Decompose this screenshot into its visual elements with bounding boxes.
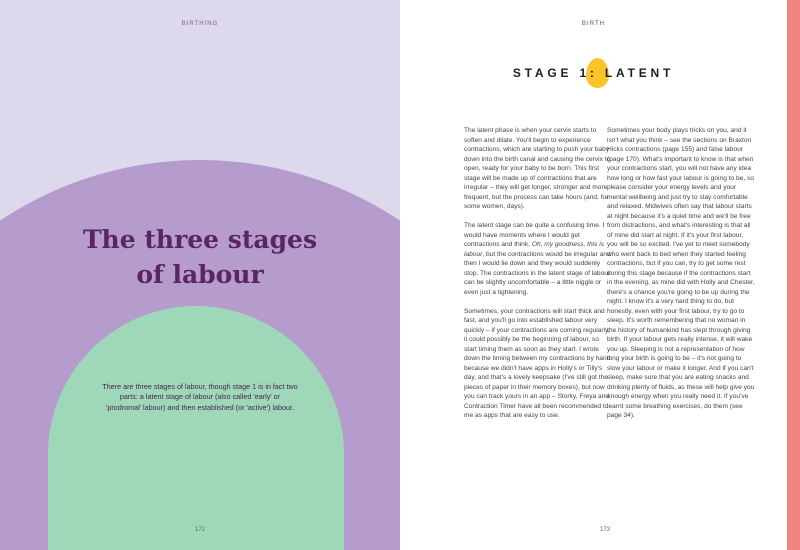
paragraph: Sometimes your body plays tricks on you, and it isn't what you think – see the sections on Braxton Hicks contractions (page 155) and false labour (page 170). What's important to know is that when your contractions start, you will not have any idea how long or how fast your labour is going to be, so please consider your energy levels and your mental wellbeing and just try to stay comfortable and relaxed. Midwives often say that labour starts at night because it's a quiet time and we'll be free from distractions, and what's interesting is that all of mine did start at night. If it's your first labour, you will be so excited. I've yet to meet somebody who went back to bed when they started feeling contractions, but if you can, try to get some rest during this stage because if the contractions start in the evening, as mine did with Holly and Chester, there's a chance you're going to be up during the night. I know it's a very hard thing to do, but honestly, even with your first labour, try to go to sleep. It's worth remembering that no woman in the history of humankind has slept through giving birth. If your labour gets really intense, it will wake you up. Sleeping is not a representation of how long your birth is going to be – it's not going to slow your labour or make it longer. And if you can't sleep, make sure that you are eating snacks and drinking plenty of fluids, as these will help give you enough energy when you really need it. If you've learnt some breathing exercises, do them (see page 34). [607,127,755,419]
chapter-title-line-2: of labour [136,260,264,289]
paragraph: The latent phase is when your cervix starts to soften and dilate. You'll begin to experience contractions, which are starting to push your baby down into the birth canal and causing the cervix to open, ready for your baby to be born. This first stage will be made up of contractions that are irregular – they will get longer, stronger and more frequent, but the process can take hours (and, for some women, days). [464,127,611,210]
right-page-number: 173 [599,527,610,533]
paragraph-text: , but the contractions would be irregular and then I would lie down and they would suddenly stop. The contractions in the latent stage of labour can be slightly uncomfortable – a little niggle or even just a tightening. [464,250,611,296]
left-running-head: BIRTHING [181,21,219,27]
paragraph: Sometimes, your contractions will start thick and fast, and you'll go into established labour very quickly – if your contractions are coming regularly, it could possibly be the beginning of labour, so start timing them as soon as they start. I wrote down the timing between my contractions by hand because we didn't have apps in Holly's or Tilly's day, and that's a lovely keepsake (I've still got the pieces of paper in their memory boxes), but now you can track yours in an app – Storky, Freya and Contraction Timer have all been recommended to me as apps that are easy to use. [464,307,611,419]
paragraph [464,221,612,297]
italic-quote: Oh, my goodness, this is labour [464,241,605,258]
paragraph-text: The latent stage can be quite a confusing time. I would have moments where I would get contractions and think, [464,222,605,248]
right-page [400,0,787,550]
text-column-left [464,126,612,430]
right-running-head: BIRTH [582,21,605,27]
section-title: STAGE 1: LATENT [512,66,675,80]
chapter-title [40,222,360,292]
left-page-number: 172 [194,527,205,533]
chapter-title-line-1: The three stages [82,225,318,254]
text-column-right [607,126,755,430]
chapter-intro: There are three stages of labour, though stage 1 is in fact two parts: a latent stage of labour (also called 'early' or 'prodromal' labour) and then established (or 'active') labour. [102,382,298,412]
